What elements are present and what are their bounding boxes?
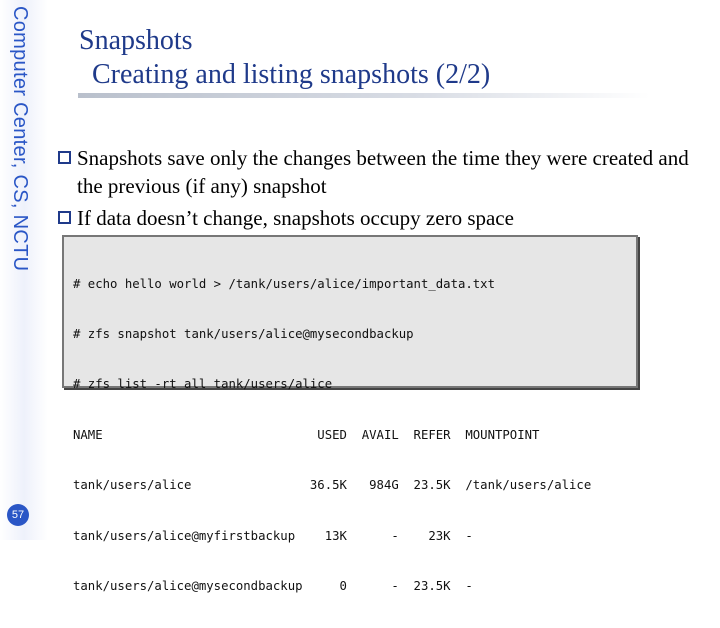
title-underline (78, 93, 650, 98)
terminal-line: # echo hello world > /tank/users/alice/important_data.txt (73, 276, 495, 291)
terminal-line: tank/users/alice@myfirstbackup 13K - 23K - (73, 528, 473, 543)
terminal-line: NAME USED AVAIL REFER MOUNTPOINT (73, 427, 540, 442)
checkbox-bullet-icon (58, 211, 71, 224)
terminal-line: # zfs list -rt all tank/users/alice (73, 377, 333, 392)
terminal-text (73, 242, 591, 628)
terminal-line: # zfs snapshot tank/users/alice@mysecondbackup (73, 326, 414, 341)
page-number-badge: 57 (7, 504, 29, 526)
terminal-output (62, 235, 638, 593)
slide-title: Snapshots (79, 25, 193, 56)
sidebar (0, 0, 48, 540)
slide-subtitle: Creating and listing snapshots (2/2) (92, 59, 491, 90)
terminal-line: tank/users/alice 36.5K 984G 23.5K /tank/users/alice (73, 478, 592, 493)
checkbox-bullet-icon (58, 151, 71, 164)
bullet-list (58, 144, 708, 236)
terminal-line: tank/users/alice@mysecondbackup 0 - 23.5K - (73, 578, 473, 593)
bullet-text: If data doesn’t change, snapshots occupy zero space (77, 206, 514, 230)
sidebar-label: Computer Center, CS, NCTU (9, 6, 31, 272)
bullet-item (58, 204, 708, 232)
bullet-text: Snapshots save only the changes between the time they were created and the previous (if any) snapshot (77, 146, 689, 198)
bullet-item (58, 144, 708, 200)
